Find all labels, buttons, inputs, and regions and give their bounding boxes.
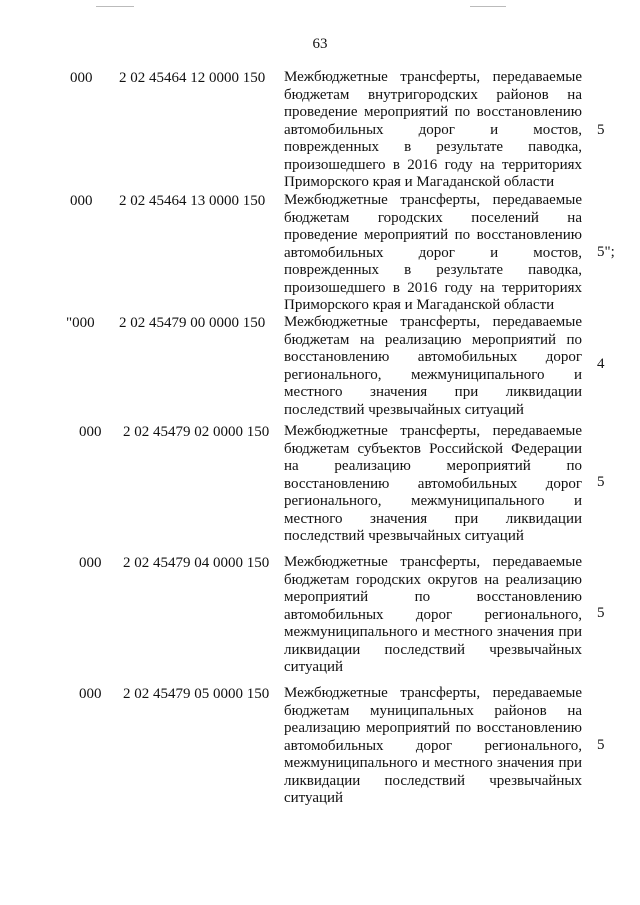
admin-code: "000 bbox=[66, 315, 95, 331]
value: 5 bbox=[597, 122, 605, 138]
description: Межбюджетные трансферты, передаваемые бюджетам субъектов Российской Федерации на реализацию мероприятий по восстановлению автомобильных дорог регионального, межмуниципального и местного значения при ликвидации последствий чрезвычайных ситуаций bbox=[284, 423, 582, 544]
scan-mark bbox=[470, 6, 506, 7]
description: Межбюджетные трансферты, передаваемые бюджетам на реализацию мероприятий по восстановлению автомобильных дорог регионального, межмуниципального и местного значения при ликвидации последствий чрезвычайных ситуаций bbox=[284, 314, 582, 418]
budget-code: 2 02 45479 00 0000 150 bbox=[119, 315, 266, 331]
budget-code: 2 02 45479 05 0000 150 bbox=[123, 686, 270, 702]
value: 5 bbox=[597, 474, 605, 490]
description: Межбюджетные трансферты, передаваемые бюджетам городских округов на реализацию мероприятий по восстановлению автомобильных дорог регионального, межмуниципального и местного значения при ликвидации последствий чрезвычайных ситуаций bbox=[284, 554, 582, 675]
value: 5"; bbox=[597, 244, 615, 260]
scan-mark bbox=[96, 6, 134, 7]
budget-code: 2 02 45479 04 0000 150 bbox=[123, 555, 270, 571]
description: Межбюджетные трансферты, передаваемые бюджетам муниципальных районов на реализацию мероприятий по восстановлению автомобильных дорог регионального, межмуниципального и местного значения при ликвидации последствий чрезвычайных ситуаций bbox=[284, 685, 582, 806]
admin-code: 000 bbox=[79, 424, 102, 440]
admin-code: 000 bbox=[79, 555, 102, 571]
budget-code: 2 02 45479 02 0000 150 bbox=[123, 424, 270, 440]
description: Межбюджетные трансферты, передаваемые бюджетам городских поселений на проведение мероприятий по восстановлению автомобильных дорог и мостов, поврежденных в результате паводка, произошедшего в 2016 году на территориях Приморского края и Магаданской области bbox=[284, 192, 582, 313]
admin-code: 000 bbox=[70, 70, 93, 86]
value: 5 bbox=[597, 605, 605, 621]
description: Межбюджетные трансферты, передаваемые бюджетам внутригородских районов на проведение мероприятий по восстановлению автомобильных дорог и мостов, поврежденных в результате паводка, произошедшего в 2016 году на территориях Приморского края и Магаданской области bbox=[284, 69, 582, 190]
budget-code: 2 02 45464 12 0000 150 bbox=[119, 70, 266, 86]
admin-code: 000 bbox=[79, 686, 102, 702]
budget-code: 2 02 45464 13 0000 150 bbox=[119, 193, 266, 209]
value: 4 bbox=[597, 356, 605, 372]
admin-code: 000 bbox=[70, 193, 93, 209]
value: 5 bbox=[597, 737, 605, 753]
page-number: 63 bbox=[312, 36, 328, 52]
